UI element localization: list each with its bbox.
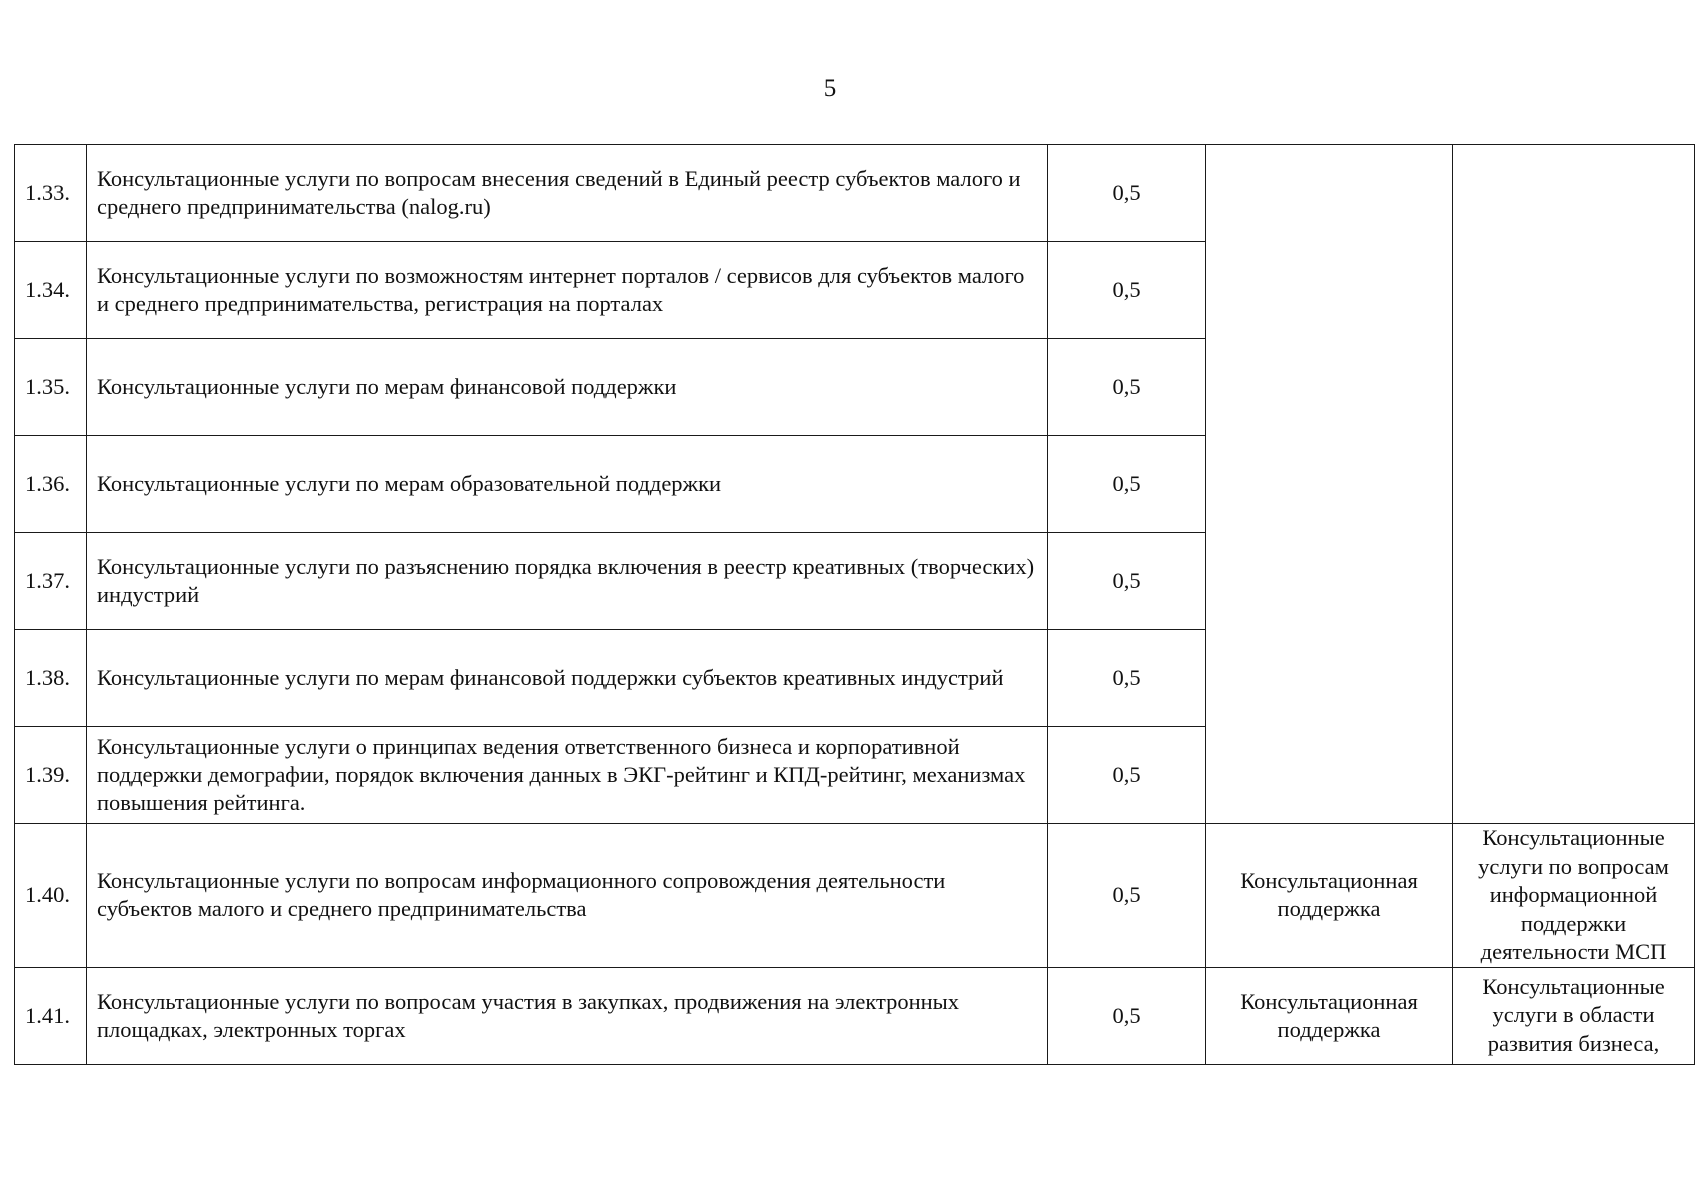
service-description: Консультационные услуги по вопросам информационной поддержки деятельности МСП xyxy=(1453,824,1695,968)
service-name: Консультационные услуги по разъяснению порядка включения в реестр креативных (творческих) индустрий xyxy=(87,533,1048,630)
service-name: Консультационные услуги по мерам образовательной поддержки xyxy=(87,436,1048,533)
service-name: Консультационные услуги о принципах ведения ответственного бизнеса и корпоративной поддержки демографии, порядок включения данных в ЭКГ-рейтинг и КПД-рейтинг, механизмах повышения рейтинга. xyxy=(87,727,1048,824)
service-value: 0,5 xyxy=(1048,339,1206,436)
service-name: Консультационные услуги по мерам финансовой поддержки xyxy=(87,339,1048,436)
services-table xyxy=(14,144,1695,1065)
table-row xyxy=(15,145,1695,242)
service-value: 0,5 xyxy=(1048,967,1206,1064)
row-number: 1.40. xyxy=(15,824,87,968)
service-name: Консультационные услуги по вопросам внесения сведений в Единый реестр субъектов малого и среднего предпринимательства (nalog.ru) xyxy=(87,145,1048,242)
row-number: 1.38. xyxy=(15,630,87,727)
service-name: Консультационные услуги по возможностям интернет порталов / сервисов для субъектов малого и среднего предпринимательства, регистрация на порталах xyxy=(87,242,1048,339)
row-number: 1.34. xyxy=(15,242,87,339)
service-name: Консультационные услуги по мерам финансовой поддержки субъектов креативных индустрий xyxy=(87,630,1048,727)
service-name: Консультационные услуги по вопросам участия в закупках, продвижения на электронных площадках, электронных торгах xyxy=(87,967,1048,1064)
row-number: 1.37. xyxy=(15,533,87,630)
service-name: Консультационные услуги по вопросам информационного сопровождения деятельности субъектов малого и среднего предпринимательства xyxy=(87,824,1048,968)
table-row xyxy=(15,824,1695,968)
support-type-cell-merged xyxy=(1206,145,1453,824)
row-number: 1.35. xyxy=(15,339,87,436)
row-number: 1.39. xyxy=(15,727,87,824)
table-row xyxy=(15,967,1695,1064)
row-number: 1.41. xyxy=(15,967,87,1064)
service-value: 0,5 xyxy=(1048,630,1206,727)
service-description-cell-merged xyxy=(1453,145,1695,824)
page-number: 5 xyxy=(823,75,837,102)
support-type: Консультационная поддержка xyxy=(1206,824,1453,968)
service-value: 0,5 xyxy=(1048,145,1206,242)
service-description: Консультационные услуги в области развития бизнеса, xyxy=(1453,967,1695,1064)
support-type: Консультационная поддержка xyxy=(1206,967,1453,1064)
row-number: 1.36. xyxy=(15,436,87,533)
service-value: 0,5 xyxy=(1048,242,1206,339)
service-value: 0,5 xyxy=(1048,727,1206,824)
service-value: 0,5 xyxy=(1048,436,1206,533)
service-value: 0,5 xyxy=(1048,533,1206,630)
row-number: 1.33. xyxy=(15,145,87,242)
service-value: 0,5 xyxy=(1048,824,1206,968)
